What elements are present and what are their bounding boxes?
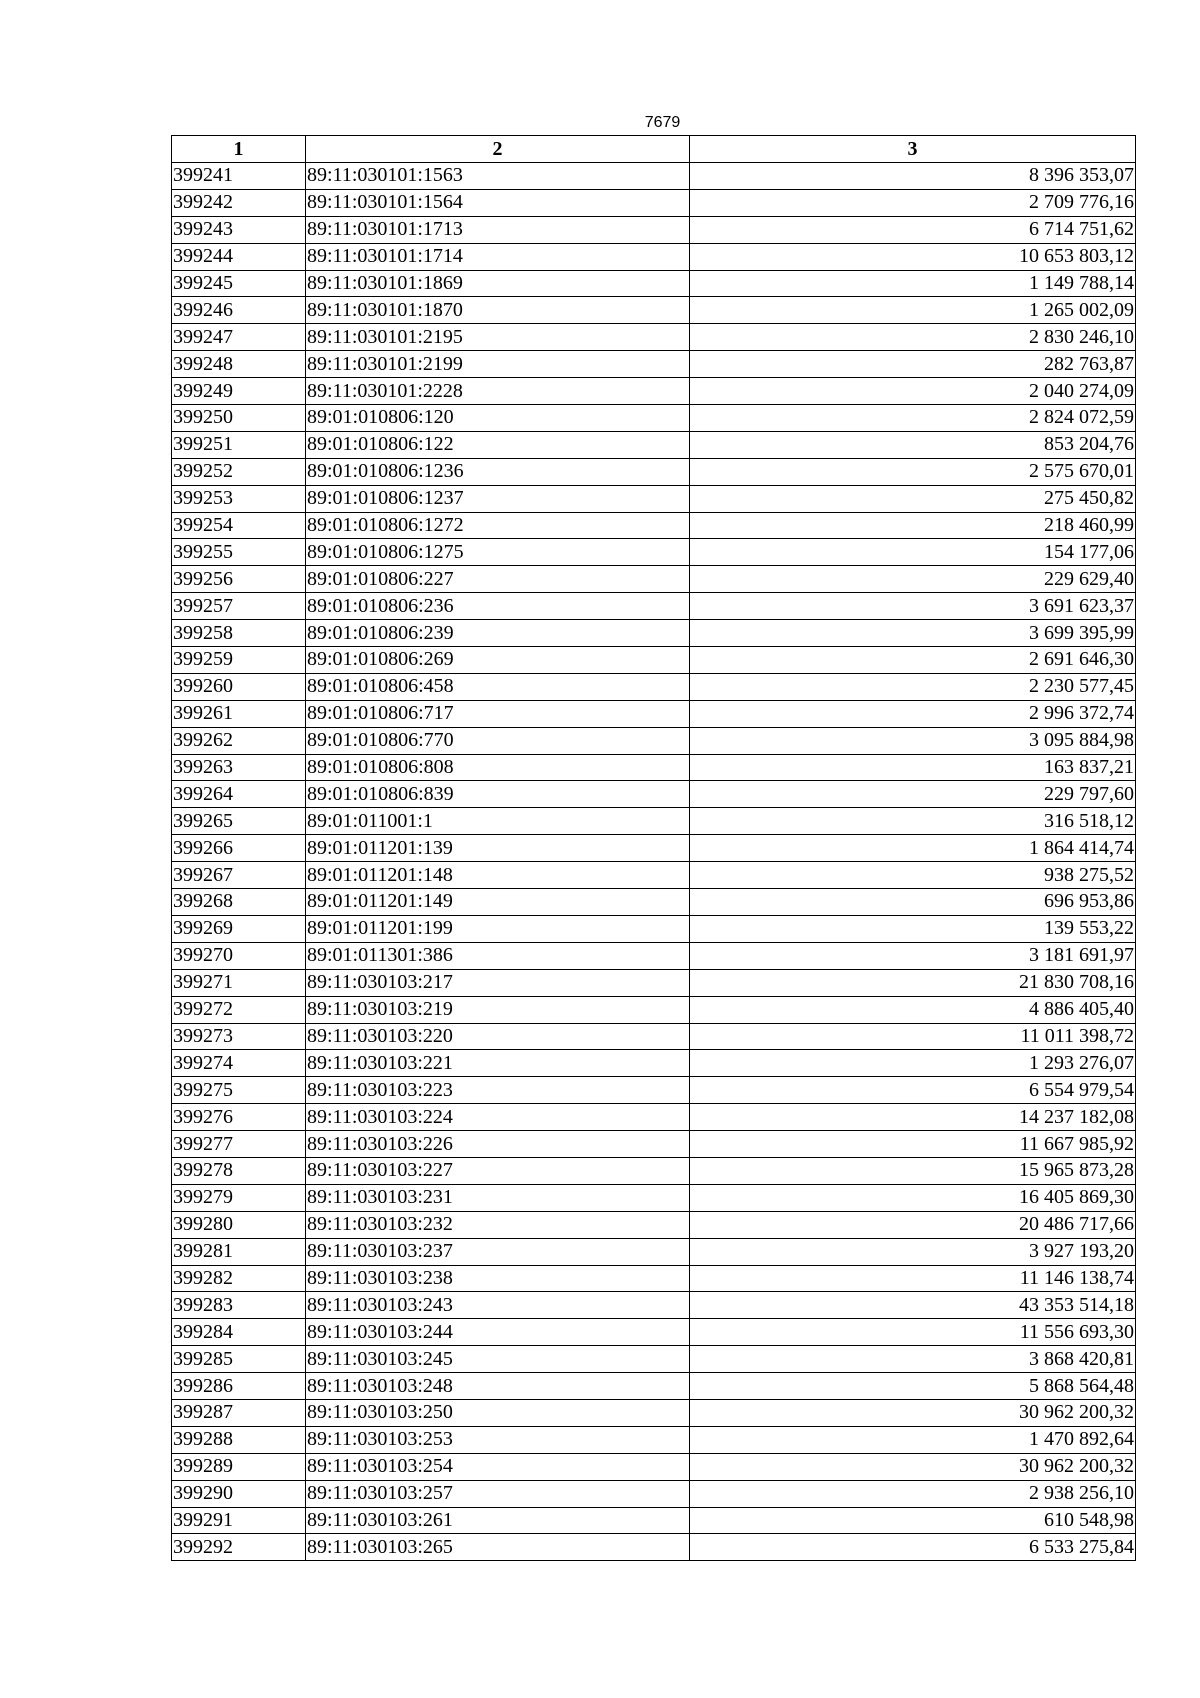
table-row [172, 1346, 1136, 1373]
cadastral-number-cell: 89:11:030101:1713 [306, 216, 690, 243]
cadastral-number-cell: 89:01:010806:717 [306, 700, 690, 727]
table-row [172, 458, 1136, 485]
cadastral-number-cell: 89:01:011201:139 [306, 835, 690, 862]
value-cell: 139 553,22 [690, 915, 1136, 942]
cadastral-number-cell: 89:01:010806:120 [306, 405, 690, 432]
value-cell: 2 575 670,01 [690, 458, 1136, 485]
table-row [172, 862, 1136, 889]
cadastral-number-cell: 89:11:030103:221 [306, 1050, 690, 1077]
value-cell: 229 797,60 [690, 781, 1136, 808]
table-row [172, 1077, 1136, 1104]
cadastral-number-cell: 89:11:030101:1869 [306, 270, 690, 297]
value-cell: 218 460,99 [690, 512, 1136, 539]
column-header-1: 1 [172, 136, 306, 163]
row-number-cell: 399253 [172, 485, 306, 512]
row-number-cell: 399243 [172, 216, 306, 243]
cadastral-number-cell: 89:11:030103:244 [306, 1319, 690, 1346]
cadastral-number-cell: 89:01:010806:1236 [306, 458, 690, 485]
row-number-cell: 399254 [172, 512, 306, 539]
value-cell: 5 868 564,48 [690, 1373, 1136, 1400]
column-header-2: 2 [306, 136, 690, 163]
value-cell: 43 353 514,18 [690, 1292, 1136, 1319]
row-number-cell: 399276 [172, 1104, 306, 1131]
row-number-cell: 399283 [172, 1292, 306, 1319]
value-cell: 2 824 072,59 [690, 405, 1136, 432]
row-number-cell: 399261 [172, 700, 306, 727]
table-row [172, 405, 1136, 432]
table-row [172, 1480, 1136, 1507]
value-cell: 1 293 276,07 [690, 1050, 1136, 1077]
value-cell: 21 830 708,16 [690, 969, 1136, 996]
cadastral-number-cell: 89:01:010806:839 [306, 781, 690, 808]
value-cell: 3 181 691,97 [690, 942, 1136, 969]
table-row [172, 889, 1136, 916]
table-row [172, 620, 1136, 647]
value-cell: 6 533 275,84 [690, 1534, 1136, 1561]
cadastral-number-cell: 89:01:010806:458 [306, 673, 690, 700]
row-number-cell: 399286 [172, 1373, 306, 1400]
value-cell: 20 486 717,66 [690, 1211, 1136, 1238]
table-row [172, 512, 1136, 539]
table-row [172, 1292, 1136, 1319]
page-number: 7679 [644, 114, 681, 131]
cadastral-number-cell: 89:01:010806:1237 [306, 485, 690, 512]
row-number-cell: 399285 [172, 1346, 306, 1373]
table-body [172, 163, 1136, 1561]
cadastral-number-cell: 89:11:030101:1563 [306, 163, 690, 190]
row-number-cell: 399275 [172, 1077, 306, 1104]
row-number-cell: 399241 [172, 163, 306, 190]
table-row [172, 1131, 1136, 1158]
cadastral-number-cell: 89:01:010806:1275 [306, 539, 690, 566]
row-number-cell: 399273 [172, 1023, 306, 1050]
row-number-cell: 399256 [172, 566, 306, 593]
cadastral-number-cell: 89:01:010806:269 [306, 647, 690, 674]
cadastral-number-cell: 89:11:030101:1714 [306, 243, 690, 270]
value-cell: 316 518,12 [690, 808, 1136, 835]
cadastral-number-cell: 89:11:030103:243 [306, 1292, 690, 1319]
row-number-cell: 399249 [172, 378, 306, 405]
row-number-cell: 399270 [172, 942, 306, 969]
cadastral-number-cell: 89:11:030103:217 [306, 969, 690, 996]
row-number-cell: 399251 [172, 431, 306, 458]
table-row [172, 1534, 1136, 1561]
table-row [172, 647, 1136, 674]
row-number-cell: 399288 [172, 1426, 306, 1453]
row-number-cell: 399252 [172, 458, 306, 485]
value-cell: 3 927 193,20 [690, 1238, 1136, 1265]
table-row [172, 1157, 1136, 1184]
cadastral-number-cell: 89:11:030103:254 [306, 1453, 690, 1480]
value-cell: 1 265 002,09 [690, 297, 1136, 324]
table-row [172, 189, 1136, 216]
table-row [172, 700, 1136, 727]
table-row [172, 942, 1136, 969]
cadastral-number-cell: 89:11:030103:250 [306, 1399, 690, 1426]
row-number-cell: 399263 [172, 754, 306, 781]
row-number-cell: 399258 [172, 620, 306, 647]
cadastral-number-cell: 89:01:010806:808 [306, 754, 690, 781]
table-row [172, 969, 1136, 996]
value-cell: 3 699 395,99 [690, 620, 1136, 647]
cadastral-number-cell: 89:11:030103:245 [306, 1346, 690, 1373]
value-cell: 8 396 353,07 [690, 163, 1136, 190]
table-row [172, 996, 1136, 1023]
value-cell: 282 763,87 [690, 351, 1136, 378]
value-cell: 4 886 405,40 [690, 996, 1136, 1023]
table-row [172, 1104, 1136, 1131]
cadastral-number-cell: 89:01:010806:236 [306, 593, 690, 620]
table-row [172, 1507, 1136, 1534]
cadastral-number-cell: 89:01:011301:386 [306, 942, 690, 969]
value-cell: 154 177,06 [690, 539, 1136, 566]
cadastral-number-cell: 89:11:030103:265 [306, 1534, 690, 1561]
table-row [172, 1184, 1136, 1211]
table-row [172, 1426, 1136, 1453]
column-header-3: 3 [690, 136, 1136, 163]
value-cell: 2 230 577,45 [690, 673, 1136, 700]
table-row [172, 835, 1136, 862]
cadastral-number-cell: 89:11:030101:2228 [306, 378, 690, 405]
table-row [172, 1050, 1136, 1077]
value-cell: 11 146 138,74 [690, 1265, 1136, 1292]
value-cell: 1 864 414,74 [690, 835, 1136, 862]
row-number-cell: 399259 [172, 647, 306, 674]
value-cell: 2 830 246,10 [690, 324, 1136, 351]
row-number-cell: 399271 [172, 969, 306, 996]
row-number-cell: 399246 [172, 297, 306, 324]
cadastral-number-cell: 89:11:030103:224 [306, 1104, 690, 1131]
value-cell: 2 996 372,74 [690, 700, 1136, 727]
cadastral-number-cell: 89:01:010806:770 [306, 727, 690, 754]
value-cell: 610 548,98 [690, 1507, 1136, 1534]
value-cell: 11 011 398,72 [690, 1023, 1136, 1050]
table-header [172, 136, 1136, 163]
cadastral-number-cell: 89:11:030101:1564 [306, 189, 690, 216]
table-row [172, 163, 1136, 190]
table-row [172, 539, 1136, 566]
table-row [172, 781, 1136, 808]
cadastral-number-cell: 89:01:011201:149 [306, 889, 690, 916]
cadastral-number-cell: 89:11:030103:248 [306, 1373, 690, 1400]
table-row [172, 1373, 1136, 1400]
row-number-cell: 399262 [172, 727, 306, 754]
value-cell: 15 965 873,28 [690, 1157, 1136, 1184]
cadastral-number-cell: 89:11:030103:226 [306, 1131, 690, 1158]
value-cell: 11 667 985,92 [690, 1131, 1136, 1158]
table-row [172, 1319, 1136, 1346]
cadastral-number-cell: 89:11:030103:237 [306, 1238, 690, 1265]
cadastral-number-cell: 89:01:011001:1 [306, 808, 690, 835]
row-number-cell: 399255 [172, 539, 306, 566]
value-cell: 11 556 693,30 [690, 1319, 1136, 1346]
table-row [172, 1023, 1136, 1050]
row-number-cell: 399289 [172, 1453, 306, 1480]
table-row [172, 378, 1136, 405]
value-cell: 3 868 420,81 [690, 1346, 1136, 1373]
cadastral-value-table [171, 135, 1136, 1561]
table-row [172, 593, 1136, 620]
value-cell: 229 629,40 [690, 566, 1136, 593]
table-row [172, 727, 1136, 754]
row-number-cell: 399272 [172, 996, 306, 1023]
row-number-cell: 399260 [172, 673, 306, 700]
cadastral-number-cell: 89:11:030103:219 [306, 996, 690, 1023]
row-number-cell: 399277 [172, 1131, 306, 1158]
table-row [172, 915, 1136, 942]
value-cell: 16 405 869,30 [690, 1184, 1136, 1211]
table-row [172, 324, 1136, 351]
cadastral-number-cell: 89:01:010806:239 [306, 620, 690, 647]
cadastral-number-cell: 89:11:030103:261 [306, 1507, 690, 1534]
table-row [172, 485, 1136, 512]
row-number-cell: 399268 [172, 889, 306, 916]
row-number-cell: 399281 [172, 1238, 306, 1265]
row-number-cell: 399284 [172, 1319, 306, 1346]
table-row [172, 243, 1136, 270]
value-cell: 30 962 200,32 [690, 1453, 1136, 1480]
value-cell: 2 040 274,09 [690, 378, 1136, 405]
row-number-cell: 399265 [172, 808, 306, 835]
value-cell: 10 653 803,12 [690, 243, 1136, 270]
value-cell: 14 237 182,08 [690, 1104, 1136, 1131]
row-number-cell: 399269 [172, 915, 306, 942]
cadastral-number-cell: 89:11:030101:2195 [306, 324, 690, 351]
cadastral-number-cell: 89:01:010806:1272 [306, 512, 690, 539]
table-row [172, 351, 1136, 378]
cadastral-number-cell: 89:11:030103:257 [306, 1480, 690, 1507]
row-number-cell: 399245 [172, 270, 306, 297]
row-number-cell: 399264 [172, 781, 306, 808]
row-number-cell: 399287 [172, 1399, 306, 1426]
cadastral-number-cell: 89:11:030101:2199 [306, 351, 690, 378]
cadastral-number-cell: 89:01:010806:122 [306, 431, 690, 458]
table-row [172, 297, 1136, 324]
table-row [172, 1453, 1136, 1480]
table-row [172, 808, 1136, 835]
cadastral-number-cell: 89:11:030103:238 [306, 1265, 690, 1292]
value-cell: 1 149 788,14 [690, 270, 1136, 297]
row-number-cell: 399248 [172, 351, 306, 378]
cadastral-number-cell: 89:11:030101:1870 [306, 297, 690, 324]
row-number-cell: 399244 [172, 243, 306, 270]
cadastral-number-cell: 89:01:010806:227 [306, 566, 690, 593]
table-row [172, 431, 1136, 458]
row-number-cell: 399247 [172, 324, 306, 351]
cadastral-number-cell: 89:01:011201:148 [306, 862, 690, 889]
table-row [172, 270, 1136, 297]
cadastral-number-cell: 89:01:011201:199 [306, 915, 690, 942]
row-number-cell: 399291 [172, 1507, 306, 1534]
value-cell: 1 470 892,64 [690, 1426, 1136, 1453]
row-number-cell: 399267 [172, 862, 306, 889]
value-cell: 275 450,82 [690, 485, 1136, 512]
value-cell: 6 554 979,54 [690, 1077, 1136, 1104]
value-cell: 3 095 884,98 [690, 727, 1136, 754]
cadastral-number-cell: 89:11:030103:253 [306, 1426, 690, 1453]
row-number-cell: 399278 [172, 1157, 306, 1184]
row-number-cell: 399257 [172, 593, 306, 620]
table-row [172, 1399, 1136, 1426]
value-cell: 3 691 623,37 [690, 593, 1136, 620]
cadastral-number-cell: 89:11:030103:231 [306, 1184, 690, 1211]
value-cell: 6 714 751,62 [690, 216, 1136, 243]
row-number-cell: 399250 [172, 405, 306, 432]
table-row [172, 1238, 1136, 1265]
cadastral-number-cell: 89:11:030103:220 [306, 1023, 690, 1050]
value-cell: 30 962 200,32 [690, 1399, 1136, 1426]
table-row [172, 566, 1136, 593]
row-number-cell: 399279 [172, 1184, 306, 1211]
value-cell: 696 953,86 [690, 889, 1136, 916]
row-number-cell: 399282 [172, 1265, 306, 1292]
row-number-cell: 399274 [172, 1050, 306, 1077]
value-cell: 2 691 646,30 [690, 647, 1136, 674]
row-number-cell: 399292 [172, 1534, 306, 1561]
row-number-cell: 399280 [172, 1211, 306, 1238]
value-cell: 2 938 256,10 [690, 1480, 1136, 1507]
table-row [172, 1211, 1136, 1238]
value-cell: 2 709 776,16 [690, 189, 1136, 216]
value-cell: 938 275,52 [690, 862, 1136, 889]
header-row [172, 136, 1136, 163]
cadastral-number-cell: 89:11:030103:227 [306, 1157, 690, 1184]
table-row [172, 1265, 1136, 1292]
cadastral-number-cell: 89:11:030103:232 [306, 1211, 690, 1238]
table-row [172, 754, 1136, 781]
row-number-cell: 399290 [172, 1480, 306, 1507]
value-cell: 163 837,21 [690, 754, 1136, 781]
value-cell: 853 204,76 [690, 431, 1136, 458]
row-number-cell: 399266 [172, 835, 306, 862]
cadastral-number-cell: 89:11:030103:223 [306, 1077, 690, 1104]
table-row [172, 673, 1136, 700]
table-row [172, 216, 1136, 243]
row-number-cell: 399242 [172, 189, 306, 216]
